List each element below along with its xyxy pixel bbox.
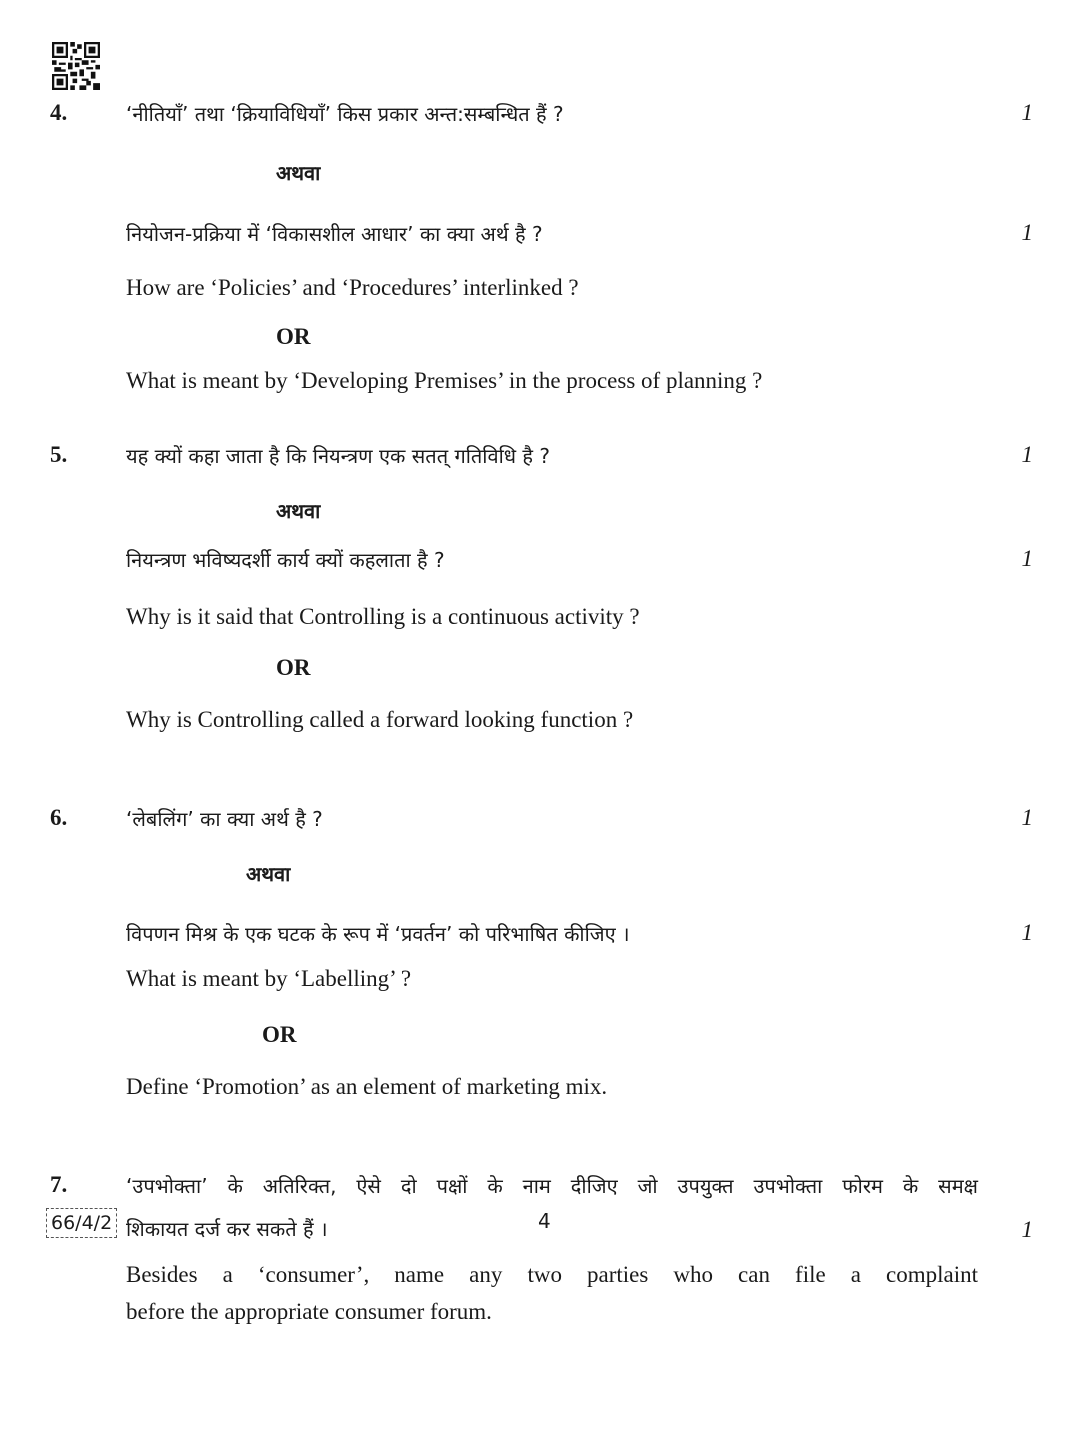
paper-code: 66/4/2 — [46, 1208, 117, 1238]
qr-code-icon — [52, 42, 100, 90]
alternative-question-hindi: नियन्त्रण भविष्यदर्शी कार्य क्यों कहलाता है ? — [126, 548, 445, 572]
alternative-question-english: Why is Controlling called a forward looking function ? — [126, 707, 634, 732]
marks: 1 — [1021, 220, 1033, 245]
alternative-question-hindi: नियोजन-प्रक्रिया में ‘विकासशील आधार’ का क्या अर्थ है ? — [126, 222, 543, 246]
question-text-hindi: ‘लेबलिंग’ का क्या अर्थ है ? — [126, 807, 323, 831]
or-separator-english: OR — [276, 324, 311, 349]
or-separator-english: OR — [276, 655, 311, 680]
question-number: 4. — [50, 100, 68, 125]
or-separator-english: OR — [262, 1022, 297, 1047]
or-separator-hindi: अथवा — [276, 161, 321, 185]
marks: 1 — [1021, 546, 1033, 571]
or-separator-hindi: अथवा — [246, 862, 291, 886]
marks: 1 — [1021, 1217, 1033, 1242]
question-text-hindi-line-2: शिकायत दर्ज कर सकते हैं । — [126, 1217, 328, 1241]
page-number: 4 — [538, 1209, 551, 1233]
marks: 1 — [1021, 920, 1033, 945]
question-text-english: How are ‘Policies’ and ‘Procedures’ interlinked ? — [126, 275, 579, 300]
question-text-hindi: यह क्यों कहा जाता है कि नियन्त्रण एक सतत् गतिविधि है ? — [126, 444, 551, 468]
or-separator-hindi: अथवा — [276, 499, 321, 523]
question-text-hindi-line-1: ‘उपभोक्ता’ के अतिरिक्त, ऐसे दो पक्षों के नाम दीजिए जो उपयुक्त उपभोक्ता फोरम के समक्ष — [126, 1174, 978, 1198]
question-number: 7. — [50, 1172, 68, 1197]
marks: 1 — [1021, 805, 1033, 830]
question-text-english-line-1: Besides a ‘consumer’, name any two parties who can file a complaint — [126, 1262, 978, 1287]
alternative-question-english: Define ‘Promotion’ as an element of marketing mix. — [126, 1074, 608, 1099]
alternative-question-english: What is meant by ‘Developing Premises’ in the process of planning ? — [126, 368, 763, 393]
question-number: 6. — [50, 805, 68, 830]
question-text-hindi: ‘नीतियाँ’ तथा ‘क्रियाविधियाँ’ किस प्रकार अन्त:सम्बन्धित हैं ? — [126, 102, 564, 126]
marks: 1 — [1021, 100, 1033, 125]
alternative-question-hindi: विपणन मिश्र के एक घटक के रूप में ‘प्रवर्तन’ को परिभाषित कीजिए । — [126, 922, 630, 946]
question-text-english-line-2: before the appropriate consumer forum. — [126, 1299, 492, 1324]
question-number: 5. — [50, 442, 68, 467]
question-text-english: What is meant by ‘Labelling’ ? — [126, 966, 412, 991]
question-text-english: Why is it said that Controlling is a continuous activity ? — [126, 604, 640, 629]
marks: 1 — [1021, 442, 1033, 467]
